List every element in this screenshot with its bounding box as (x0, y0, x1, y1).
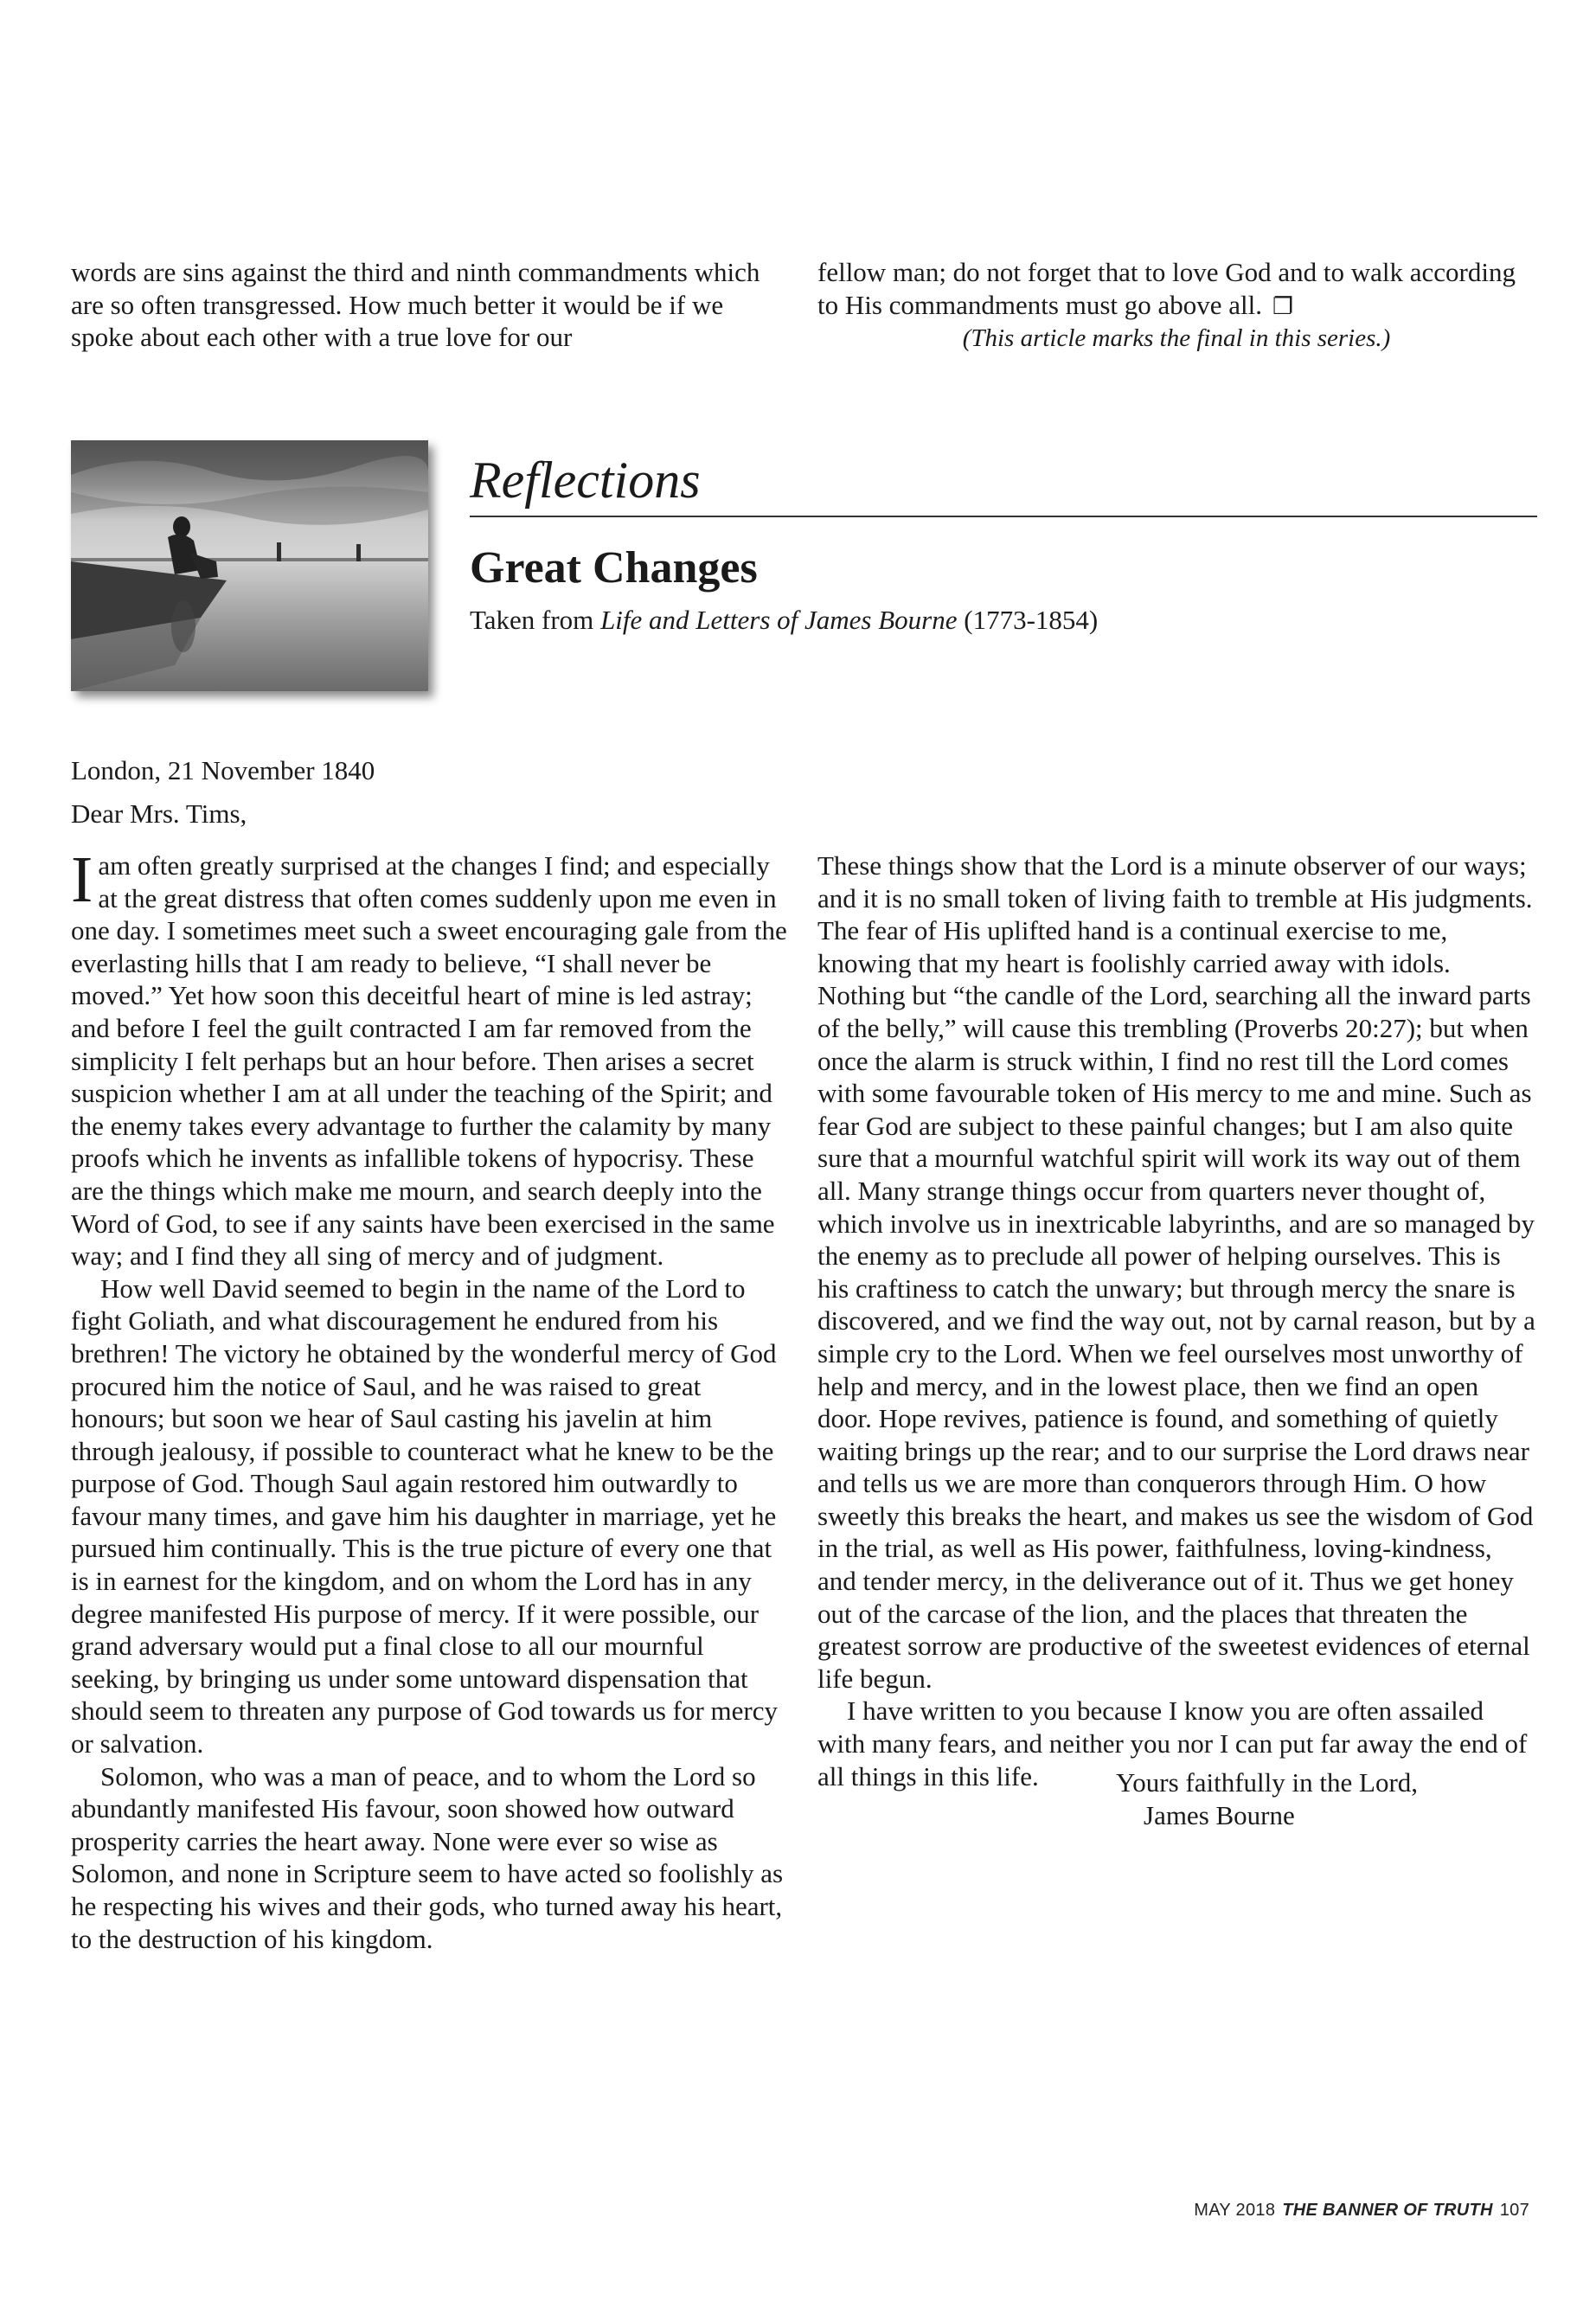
letter-paragraph-5: I have written to you because I know you are often assailed with many fears, and neither you nor I can put far away the end of all things in this life. (817, 1695, 1528, 1791)
letter-signature: James Bourne (1144, 1800, 1295, 1830)
prev-article-text-right-body: fellow man; do not forget that to love God and to walk according to His commandments must go above all. (817, 257, 1516, 320)
section-label: Reflections (470, 450, 1537, 517)
letter-column-left (71, 843, 789, 1955)
end-of-article-icon: ❐ (1272, 292, 1294, 320)
letter-paragraph-2: How well David seemed to begin in the name of the Lord to fight Goliath, and what discouragement he endured from his brethren! The victory he obtained by the wonderful mercy of God procured him the notice of Saul, and he was raised to great honours; but soon we hear of Saul casting his javelin at him through jealousy, if possible to counteract what he knew to be the purpose of God. Though Saul again restored him outwardly to favour many times, and gave him his daughter in marriage, yet he pursued him continually. This is the true picture of every one that is in earnest for the kingdom, and on whom the Lord has in any degree manifested His purpose of mercy. If it were possible, our grand adversary would put a final close to all our mournful seeking, by bringing us under some untoward dispensation that should seem to threaten any purpose of God towards us for mercy or salvation. (71, 1272, 778, 1759)
drop-cap: I (71, 843, 93, 916)
prev-article-text-right (817, 256, 1535, 323)
letter-paragraph-3: Solomon, who was a man of peace, and to whom the Lord so abundantly manifested His favour, soon showed how outward prosperity carries the heart away. None were ever so wise as Solomon, and none in Scripture seem to have acted so foolishly as he respecting his wives and their gods, who turned away his heart, to the destruction of his kingdom. (71, 1760, 784, 1954)
reflection-photo (71, 440, 428, 691)
series-note: (This article marks the final in this series.) (962, 324, 1391, 353)
page-number: 107 (1499, 2201, 1529, 2220)
letter-salutation: Dear Mrs. Tims, (71, 798, 247, 829)
prev-article-column-right (817, 256, 1535, 356)
article-title: Great Changes (470, 543, 758, 593)
letter-closing: Yours faithfully in the Lord, (1116, 1767, 1419, 1798)
letter-dateline: London, 21 November 1840 (71, 755, 375, 785)
source-prefix: Taken from (470, 605, 601, 635)
man-on-pier-image (71, 440, 428, 691)
article-source (470, 603, 1098, 638)
letter-paragraph-1-text: am often greatly surprised at the changes I find; and especially at the great distress that often comes suddenly upon me even in one day. I sometimes meet such a sweet encouraging gale from the everlasting hills that I am ready to believe, “I shall never be moved.” Yet how soon this deceitful heart of mine is led astray; and before I feel the guilt contracted I am far removed from the simplicity I felt perhaps but an hour before. Then arises a secret suspicion whether I am at all under the teaching of the Spirit; and the enemy takes every advantage to further the calamity by many proofs which he invents as infallible tokens of hypocrisy. These are the things which make me mourn, and search deeply into the Word of God, to see if any saints have been exercised in the same way; and I find they all sing of mercy and of judgment. (71, 850, 787, 1272)
source-book-title: Life and Letters of James Bourne (600, 605, 958, 635)
prev-article-text-left: words are sins against the third and ninth commandments which are so often transgressed. How much better it would be if we spoke about each other with a true love for our (71, 257, 760, 353)
page-footer (1194, 2201, 1529, 2221)
footer-publication: THE BANNER OF TRUTH (1282, 2201, 1493, 2220)
source-years: (1773-1854) (957, 605, 1099, 635)
letter-column-right (817, 849, 1535, 1792)
letter-paragraph-4: These things show that the Lord is a minute observer of our ways; and it is no small token of living faith to tremble at His judgments. The fear of His uplifted hand is a continual exercise to me, knowing that my heart is foolishly carried away with idols. Nothing but “the candle of the Lord, searching all the inward parts of the belly,” will cause this trembling (Proverbs 20:27); but when once the alarm is struck within, I find no rest till the Lord comes with some favourable token of His mercy to me and mine. Such as fear God are subject to these painful changes; but I am also quite sure that a mournful watchful spirit will work its way out of them all. Many strange things occur from quarters never thought of, which involve us in inextricable labyrinths, and are so managed by the enemy as to preclude all power of helping ourselves. This is his craftiness to catch the unwary; but through mercy the snare is discovered, and we find the way out, not by carnal reason, but by a simple cry to the Lord. When we feel ourselves most unworthy of help and mercy, and in the lowest place, then we find an open door. Hope revives, patience is found, and something of quietly waiting brings up the rear; and to our surprise the Lord draws near and tells us we are more than conquerors through Him. O how sweetly this breaks the heart, and makes us see the wisdom of God in the trial, as well as His power, faithfulness, loving-kindness, and tender mercy, in the deliverance out of it. Thus we get honey out of the carcase of the lion, and the places that threaten the greatest sorrow are productive of the sweetest evidences of eternal life begun. (817, 850, 1535, 1694)
letter-paragraph-1 (71, 843, 789, 1272)
footer-date: MAY 2018 (1194, 2201, 1276, 2220)
prev-article-column-left (71, 256, 789, 354)
